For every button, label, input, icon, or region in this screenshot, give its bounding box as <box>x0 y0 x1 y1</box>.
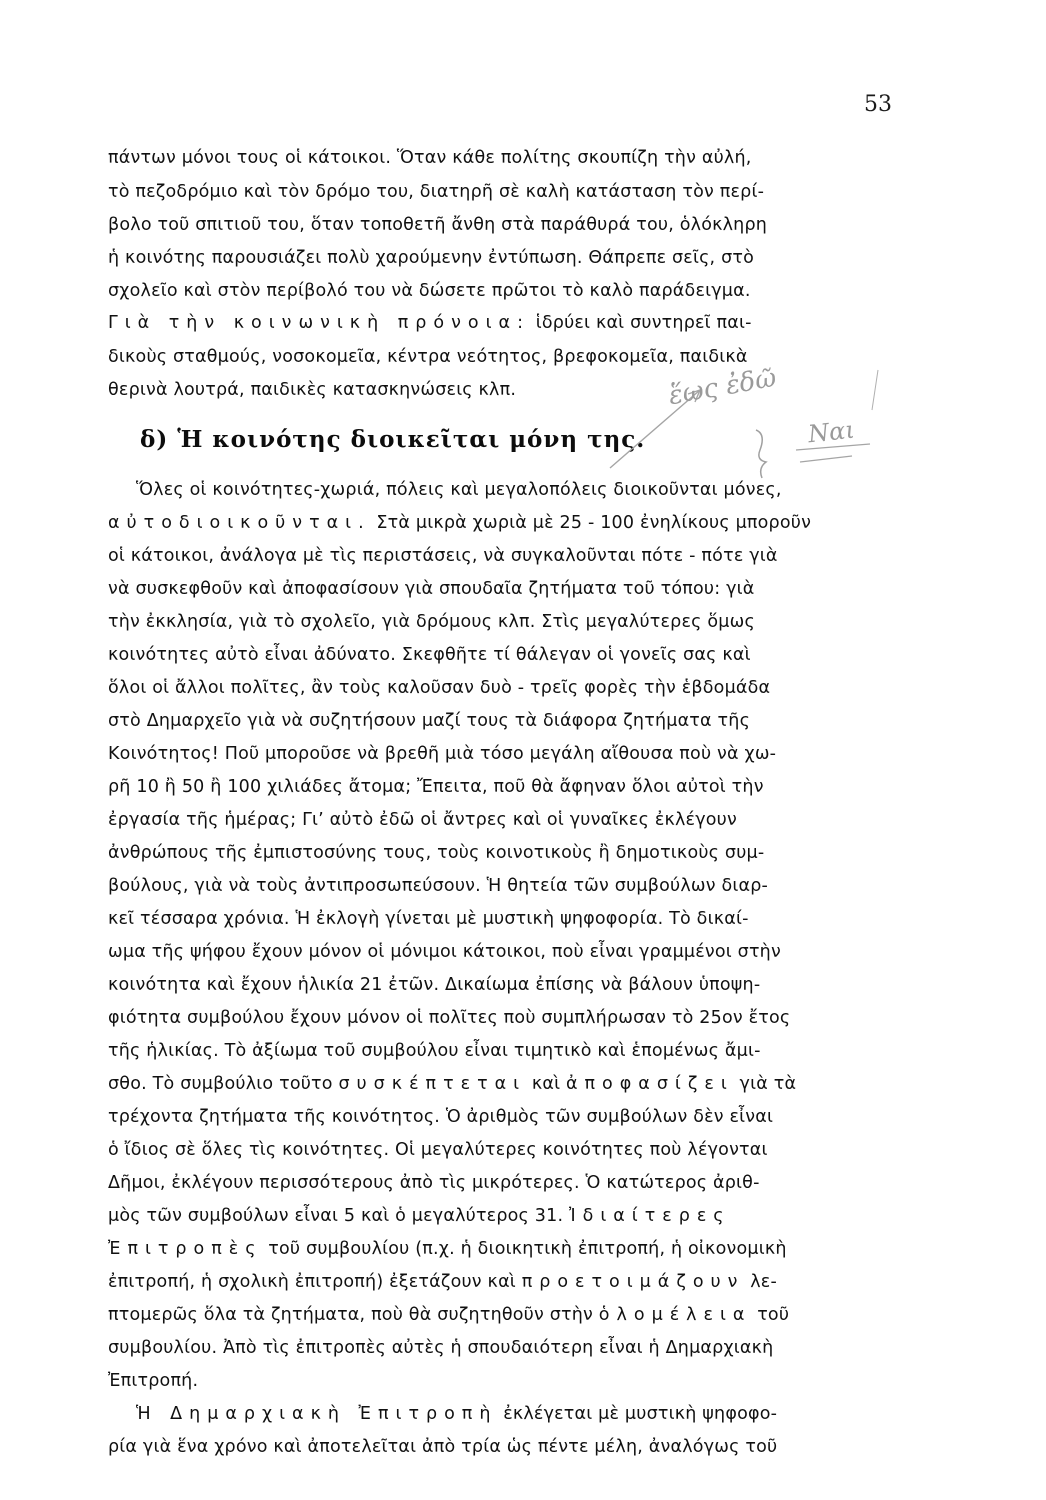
text-line: κεῖ τέσσαρα χρόνια. Ἡ ἐκλογὴ γίνεται μὲ μυστικὴ ψηφοφορία. Τὸ δικαί- <box>108 909 749 929</box>
text-line: σχολεῖο καὶ στὸν περίβολό του νὰ δώσετε πρῶτοι τὸ καλὸ παράδειγμα. <box>108 281 751 301</box>
spaced-term: αὐτοδιοικοῦνται. <box>108 513 371 533</box>
handwritten-note: ἕως ἐδῶ <box>666 362 779 412</box>
text-line: ὅλοι οἱ ἄλλοι πολῖτες, ἂν τοὺς καλοῦσαν δυὸ - τρεῖς φορὲς τὴν ἑβδομάδα <box>108 678 771 698</box>
text-line: σθο. Τὸ συμβούλιο τοῦτο συσκέπτεται καὶ ἀποφασίζει γιὰ τὰ <box>108 1074 797 1094</box>
text-line: Ἡ Δημαρχιακὴ Ἐπιτροπὴ ἐκλέγεται μὲ μυστικὴ ψηφοφο- <box>136 1404 778 1424</box>
page-number: 53 <box>864 92 892 117</box>
text-line: βολο τοῦ σπιτιοῦ του, ὅταν τοποθετῆ ἄνθη στὰ παράθυρά του, ὁλόκληρη <box>108 215 768 235</box>
text-line: τρέχοντα ζητήματα τῆς κοινότητος. Ὁ ἀριθμὸς τῶν συμβούλων δὲν εἶναι <box>108 1107 774 1127</box>
spaced-term: προετοιμάζουν <box>521 1272 745 1292</box>
text-line: Ἐπιτροπὲς τοῦ συμβουλίου (π.χ. ἡ διοικητικὴ ἐπιτροπή, ἡ οἰκονομικὴ <box>108 1239 787 1259</box>
text-line: Ὅλες οἱ κοινότητες-χωριά, πόλεις καὶ μεγαλοπόλεις διοικοῦνται μόνες, <box>136 480 782 500</box>
text-line: οἱ κάτοικοι, ἀνάλογα μὲ τὶς περιστάσεις, νὰ συγκαλοῦνται πότε - πότε γιὰ <box>108 546 778 566</box>
spaced-term: Ἰδιαίτερες <box>569 1206 731 1226</box>
text-line: τὸ πεζοδρόμιο καὶ τὸν δρόμο του, διατηρῆ σὲ καλὴ κατάσταση τὸν περί- <box>108 182 765 202</box>
text-line: τὴν ἐκκλησία, γιὰ τὸ σχολεῖο, γιὰ δρόμους κλπ. Στὶς μεγαλύτερες ὅμως <box>108 612 755 632</box>
spaced-term: ὁλομέλεια <box>598 1305 752 1325</box>
text-line: μὸς τῶν συμβούλων εἶναι 5 καὶ ὁ μεγαλύτερος 31. Ἰδιαίτερες <box>108 1206 731 1226</box>
section-heading: δ) Ἡ κοινότης διοικεῖται μόνη της. <box>140 426 646 453</box>
text-line: κοινότητα καὶ ἔχουν ἡλικία 21 ἐτῶν. Δικαίωμα ἐπίσης νὰ βάλουν ὑποψη- <box>108 975 761 995</box>
text-line: στὸ Δημαρχεῖο γιὰ νὰ συζητήσουν μαζί τους τὰ διάφορα ζητήματα τῆς <box>108 711 751 731</box>
text-line: αὐτοδιοικοῦνται. Στὰ μικρὰ χωριὰ μὲ 25 - 100 ἐνηλίκους μποροῦν <box>108 513 812 533</box>
text-line: Γιὰ τὴν κοινωνικὴ πρόνοια: ἱδρύει καὶ συντηρεῖ παι- <box>108 313 752 333</box>
text-line: συμβουλίου. Ἀπὸ τὶς ἐπιτροπὲς αὐτὲς ἡ σπουδαιότερη εἶναι ἡ Δημαρχιακὴ <box>108 1338 774 1358</box>
text-line: κοινότητες αὐτὸ εἶναι ἀδύνατο. Σκεφθῆτε τί θάλεγαν οἱ γονεῖς σας καὶ <box>108 645 751 665</box>
text-line: βούλους, γιὰ νὰ τοὺς ἀντιπροσωπεύσουν. Ἡ θητεία τῶν συμβούλων διαρ- <box>108 876 769 896</box>
spaced-term: Γιὰ τὴν κοινωνικὴ πρόνοια: <box>108 313 530 333</box>
text-line: δικοὺς σταθμούς, νοσοκομεῖα, κέντρα νεότητος, βρεφοκομεῖα, παιδικὰ <box>108 347 748 367</box>
spaced-term: συσκέπτεται <box>338 1074 527 1094</box>
spaced-term: Ἡ Δημαρχιακὴ Ἐπιτροπὴ <box>136 1404 498 1424</box>
text-line: ρῆ 10 ἢ 50 ἢ 100 χιλιάδες ἄτομα; Ἔπειτα, ποῦ θὰ ἄφηναν ὅλοι αὐτοὶ τὴν <box>108 777 764 797</box>
text-line: τῆς ἡλικίας. Τὸ ἀξίωμα τοῦ συμβούλου εἶναι τιμητικὸ καὶ ἑπομένως ἄμι- <box>108 1041 761 1061</box>
text-line: νὰ συσκεφθοῦν καὶ ἀποφασίσουν γιὰ σπουδαῖα ζητήματα τοῦ τόπου: γιὰ <box>108 579 755 599</box>
pencil-bracket <box>756 430 766 478</box>
text-line: Κοινότητος! Ποῦ μποροῦσε νὰ βρεθῆ μιὰ τόσο μεγάλη αἴθουσα ποὺ νὰ χω- <box>108 744 777 764</box>
text-line: Ἐπιτροπή. <box>108 1371 199 1391</box>
text-line: ρία γιὰ ἕνα χρόνο καὶ ἀποτελεῖται ἀπὸ τρία ὡς πέντε μέλη, ἀναλόγως τοῦ <box>108 1437 778 1457</box>
spaced-term: Ἐπιτροπὲς <box>108 1239 263 1259</box>
text-line: ἀνθρώπους τῆς ἐμπιστοσύνης τους, τοὺς κοινοτικοὺς ἢ δημοτικοὺς συμ- <box>108 843 765 863</box>
handwritten-note: Ναι <box>806 415 856 449</box>
text-line: ὁ ἴδιος σὲ ὅλες τὶς κοινότητες. Οἱ μεγαλύτερες κοινότητες ποὺ λέγονται <box>108 1140 768 1160</box>
pencil-underline <box>800 456 852 462</box>
text-line: ἐπιτροπή, ἡ σχολικὴ ἐπιτροπή) ἐξετάζουν καὶ προετοιμάζουν λε- <box>108 1272 777 1292</box>
text-line: ωμα τῆς ψήφου ἔχουν μόνον οἱ μόνιμοι κάτοικοι, ποὺ εἶναι γραμμένοι στὴν <box>108 942 781 962</box>
text-line: ἐργασία τῆς ἡμέρας; Γι’ αὐτὸ ἐδῶ οἱ ἄντρες καὶ οἱ γυναῖκες ἐκλέγουν <box>108 810 737 830</box>
pencil-margin-mark <box>872 370 878 410</box>
text-line: φιότητα συμβούλου ἔχουν μόνον οἱ πολῖτες ποὺ συμπλήρωσαν τὸ 25ον ἔτος <box>108 1008 791 1028</box>
text-line: Δῆμοι, ἐκλέγουν περισσότερους ἀπὸ τὶς μικρότερες. Ὁ κατώτερος ἀριθ- <box>108 1173 760 1193</box>
text-line: πτομερῶς ὅλα τὰ ζητήματα, ποὺ θὰ συζητηθοῦν στὴν ὁλομέλεια τοῦ <box>108 1305 790 1325</box>
text-line: θερινὰ λουτρά, παιδικὲς κατασκηνώσεις κλπ. <box>108 380 517 400</box>
text-line: πάντων μόνοι τους οἱ κάτοικοι. Ὅταν κάθε πολίτης σκουπίζη τὴν αὐλή, <box>108 148 752 168</box>
text-line: ἡ κοινότης παρουσιάζει πολὺ χαρούμενην ἐντύπωση. Θάπρεπε σεῖς, στὸ <box>108 248 755 268</box>
spaced-term: ἀποφασίζει <box>565 1074 734 1094</box>
